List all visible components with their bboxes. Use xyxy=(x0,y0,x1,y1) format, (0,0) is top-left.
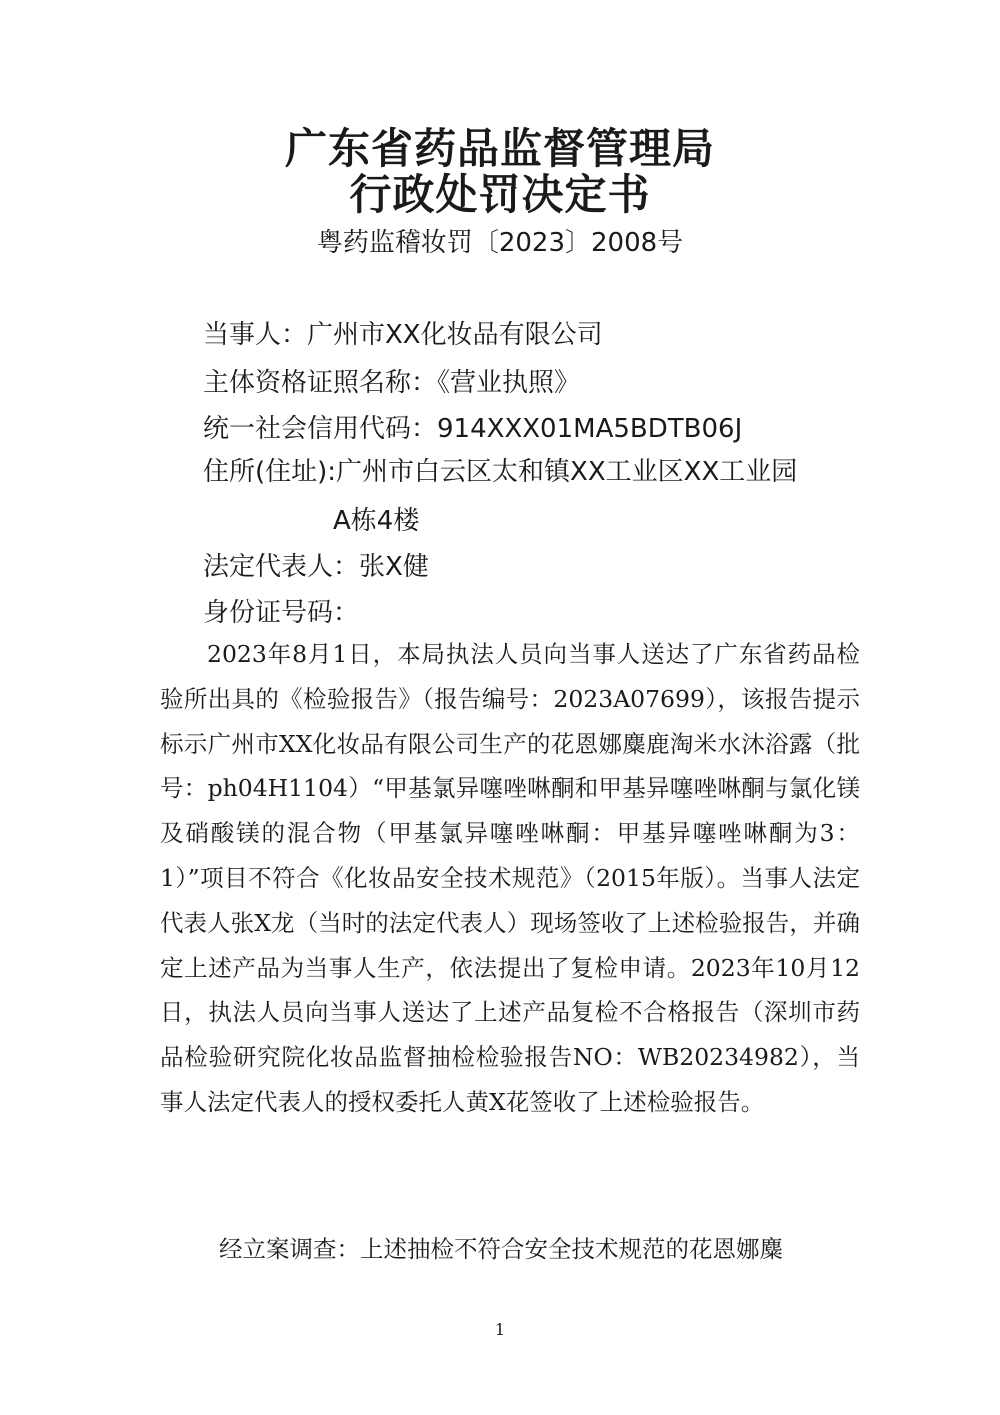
party-name: 当事人：广州市XX化妆品有限公司 xyxy=(203,320,603,350)
document-number: 粤药监稽妆罚〔2023〕2008号 xyxy=(316,228,684,258)
body-paragraph-2: 经立案调查：上述抽检不符合安全技术规范的花恩娜麋 xyxy=(219,1235,783,1263)
page-number: 1 xyxy=(494,1320,506,1339)
id-number-label: 身份证号码： xyxy=(203,598,360,628)
legal-representative: 法定代表人：张X健 xyxy=(203,552,429,582)
address-line2: A栋4楼 xyxy=(333,506,420,536)
document-title-line1: 广东省药品监督管理局 xyxy=(284,124,715,173)
document-title-line2: 行政处罚决定书 xyxy=(349,170,651,219)
license-name: 主体资格证照名称：《营业执照》 xyxy=(203,368,581,398)
body-paragraph-1: 2023年8月1日，本局执法人员向当事人送达了广东省药品检验所出具的《检验报告》（报告编号：2023A07699），该报告提示标示广州市XX化妆品有限公司生产的花恩娜麋鹿淘米水沐浴露（批号：ph04H1104）“甲基氯异噻唑啉酮和甲基异噻唑啉酮与氯化镁及硝酸镁的混合物（甲基氯异噻唑啉酮：甲基异噻唑啉酮为3：1）”项目不符合《化妆品安全技术规范》（2015年版）。当事人法定代表人张X龙（当时的法定代表人）现场签收了上述检验报告，并确定上述产品为当事人生产，依法提出了复检申请。2023年10月12日，执法人员向当事人送达了上述产品复检不合格报告（深圳市药品检验研究院化妆品监督抽检检验报告NO：WB20234982），当事人法定代表人的授权委托人黄X花签收了上述检验报告。 xyxy=(160,640,860,1116)
address-line1: 住所(住址):广州市白云区太和镇XX工业区XX工业园 xyxy=(203,457,798,487)
credit-code: 统一社会信用代码：914XXX01MA5BDTB06J xyxy=(203,414,743,444)
